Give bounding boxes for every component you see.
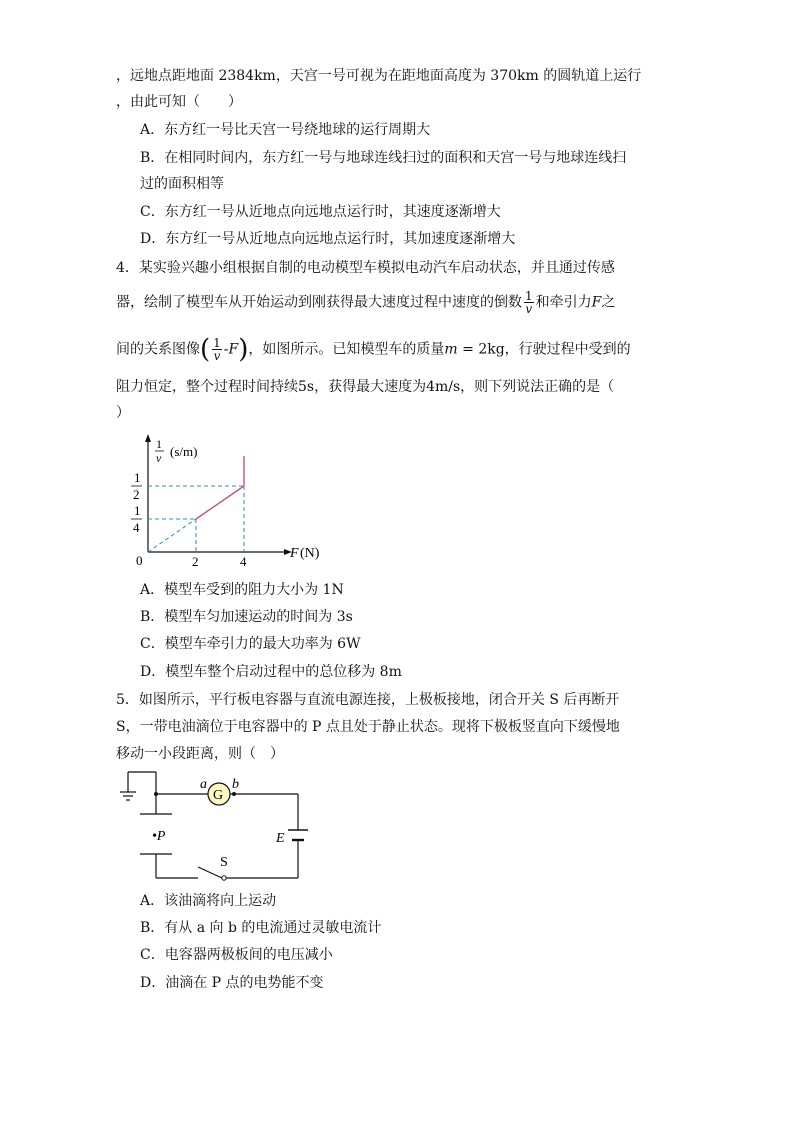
junction-dot-b (232, 792, 236, 796)
q4-stem-line3-text-b: ，如图所示。已知模型车的质量 (248, 341, 445, 358)
paren-close: ) (238, 334, 249, 365)
q5-stem-line2: S，一带电油滴位于电容器中的 P 点且处于静止状态。现将下极板竖直向下缓慢地 (116, 719, 620, 735)
frac-denominator: v (213, 349, 221, 363)
q4-reciprocal-v (524, 290, 534, 315)
q4-stem-line2-text-b: 和牵引力 (535, 294, 592, 311)
frac-denominator: v (525, 302, 533, 316)
y-unit: (s/m) (170, 444, 198, 459)
q4-minus-F: -F (223, 341, 239, 358)
x-tick-2: 2 (192, 554, 199, 569)
guide-origin-diagonal (148, 519, 196, 552)
x-tick-4: 4 (240, 554, 247, 569)
q5-stem-line1: 5．如图所示，平行板电容器与直流电源连接，上极板接地，闭合开关 S 后再断开 (116, 692, 620, 708)
junction-dot (154, 792, 158, 796)
q4-stem-line3-text-a: 间的关系图像 (116, 341, 200, 358)
q5-stem-line3: 移动一小段距离，则（ ） (116, 746, 284, 762)
q4-option-d: D．模型车整个启动过程中的总位移为 8m (140, 664, 402, 680)
q3-option-c: C．东方红一号从近地点向远地点运行时，其速度逐渐增大 (140, 204, 501, 220)
galvanometer-label: G (213, 788, 224, 803)
switch-contact (222, 876, 226, 880)
label-E: E (276, 831, 285, 846)
q4-stem-line4: 阻力恒定，整个过程时间持续5s，获得最大速度为4m/s，则下列说法正确的是（ (116, 379, 615, 395)
x-unit: (N) (300, 546, 320, 561)
y-label-den: v (156, 451, 162, 465)
intro-line-1: ，远地点距地面 2384km，天宫一号可视为在距地面高度为 370km 的圆轨道上运行 (116, 68, 642, 84)
intro-line-2: ，由此可知（ ） (116, 94, 242, 110)
q5-option-a: A．该油滴将向上运动 (140, 893, 277, 909)
q4-stem-line2 (116, 290, 615, 315)
q4-stem-line2-text-a: 器，绘制了模型车从开始运动到刚获得最大速度过程中速度的倒数 (116, 294, 522, 311)
q4-stem-line3-text-c: = 2kg，行驶过程中受到的 (457, 341, 631, 358)
q4-option-a: A．模型车受到的阻力大小为 1N (140, 582, 344, 598)
q4-graph (120, 430, 340, 570)
switch-blade (198, 867, 222, 878)
q4-stem-line3 (116, 334, 631, 365)
q3-option-b-line1: B．在相同时间内，东方红一号与地球连线扫过的面积和天宫一号与地球连线扫 (140, 150, 627, 166)
frac-numerator: 1 (213, 336, 221, 350)
label-S: S (220, 855, 228, 870)
y-axis-arrow-icon (145, 434, 151, 442)
y-tick-half-den: 2 (133, 487, 140, 502)
label-b: b (232, 777, 239, 792)
y-label-num: 1 (156, 437, 162, 451)
label-a: a (200, 777, 207, 792)
y-tick-half-num: 1 (134, 470, 141, 485)
q4-stem-line5: ） (116, 405, 130, 421)
q5-circuit (114, 768, 314, 888)
frac-numerator: 1 (525, 289, 533, 303)
q3-option-b-line2: 过的面积相等 (140, 176, 224, 192)
q5-option-d: D．油滴在 P 点的电势能不变 (140, 975, 324, 991)
origin-label: 0 (136, 553, 143, 568)
paren-open: ( (200, 334, 211, 365)
y-tick-quarter-den: 4 (133, 520, 140, 535)
q5-option-c: C．电容器两极板间的电压减小 (140, 947, 333, 963)
q4-reciprocal-v-2 (212, 337, 222, 362)
q4-stem-line1: 4．某实验兴趣小组根据自制的电动模型车模拟电动汽车启动状态，并且通过传感 (116, 260, 615, 276)
q4-F-symbol: F (591, 294, 602, 311)
label-P: •P (152, 829, 166, 844)
q5-option-b: B．有从 a 向 b 的电流通过灵敏电流计 (140, 920, 382, 936)
q4-option-c: C．模型车牵引力的最大功率为 6W (140, 636, 361, 652)
q4-stem-line2-text-c: 之 (601, 294, 616, 311)
data-line-sloped (196, 486, 244, 519)
q4-m-symbol: m (444, 341, 458, 358)
q3-option-d: D．东方红一号从近地点向远地点运行时，其加速度逐渐增大 (140, 231, 516, 247)
x-label: F (290, 546, 299, 561)
q4-option-b: B．模型车匀加速运动的时间为 3s (140, 609, 353, 625)
q3-option-a: A．东方红一号比天宫一号绕地球的运行周期大 (140, 122, 431, 138)
y-tick-quarter-num: 1 (134, 503, 141, 518)
